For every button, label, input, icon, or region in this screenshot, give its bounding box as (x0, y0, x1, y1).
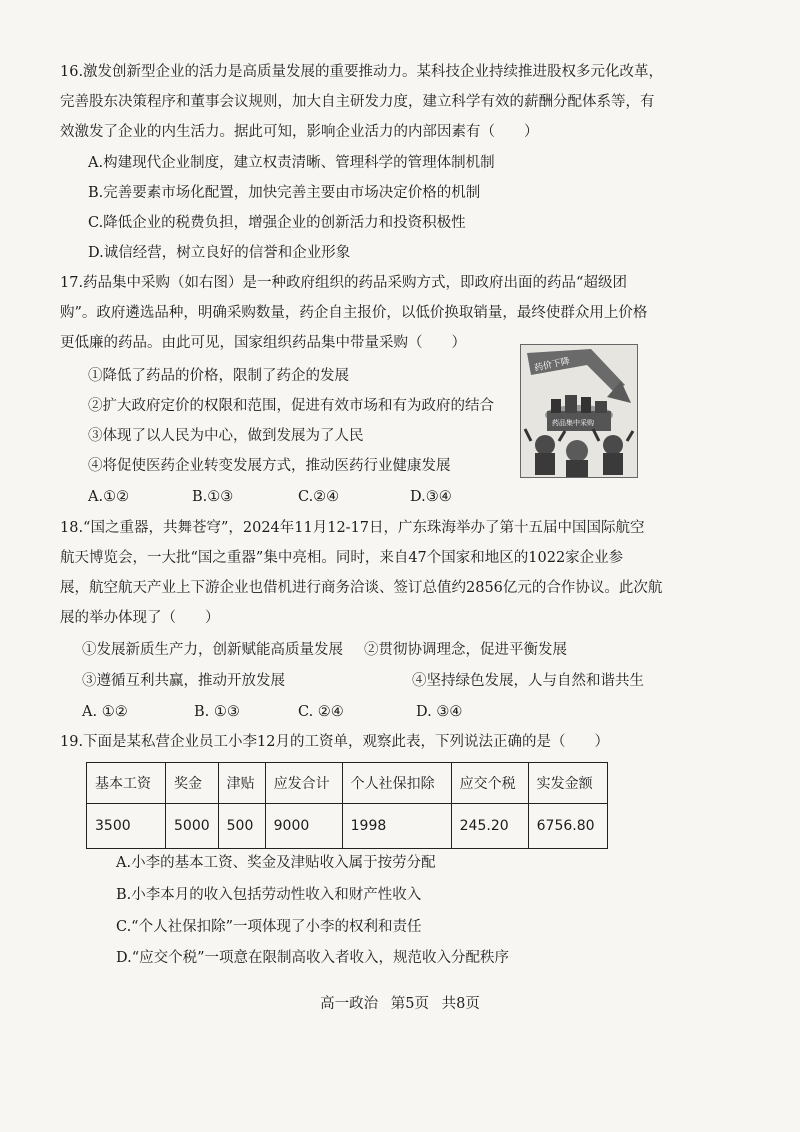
q18-statement-1: ①发展新质生产力，创新赋能高质量发展 (82, 642, 343, 658)
header-net-pay: 实发金额 (528, 763, 607, 804)
q18-stem-line-2: 航天博览会，一大批“国之重器”集中亮相。同时，来自47个国家和地区的1022家企业参 (60, 550, 624, 566)
header-gross-total: 应发合计 (265, 763, 342, 804)
cartoon-illustration (521, 345, 637, 477)
q16-stem-line-3: 效激发了企业的内生活力。据此可知，影响企业活力的内部因素有（ ） (60, 124, 539, 140)
basket-label: 药品集中采购 (552, 419, 594, 427)
wage-table (86, 762, 608, 849)
q16-stem-line-2: 完善股东决策程序和董事会议规则，加大自主研发力度，建立科学有效的薪酬分配体系等，有 (60, 94, 655, 110)
q17-statement-1: ①降低了药品的价格，限制了药企的发展 (88, 368, 349, 384)
q18-stem-line-1: 18.“国之重器，共舞苍穹”，2024年11月12-17日，广东珠海举办了第十五届中国国际航空 (60, 520, 645, 536)
q17-choice-c: C.②④ (298, 489, 340, 505)
q16-option-c: C.降低企业的税费负担，增强企业的创新活力和投资积极性 (88, 215, 466, 231)
value-base-salary: 3500 (87, 804, 166, 849)
q17-choice-d: D.③④ (410, 489, 452, 505)
value-gross-total: 9000 (265, 804, 342, 849)
wage-table-header-row (87, 763, 608, 804)
header-base-salary: 基本工资 (87, 763, 166, 804)
q18-choice-c: C. ②④ (298, 704, 344, 720)
header-allowance: 津贴 (218, 763, 265, 804)
header-social-insurance: 个人社保扣除 (342, 763, 451, 804)
q16-option-a: A.构建现代企业制度，建立权责清晰、管理科学的管理体制机制 (88, 155, 495, 171)
footer-total-pages: 共8页 (441, 996, 480, 1012)
q17-statement-3: ③体现了以人民为中心，做到发展为了人民 (88, 428, 364, 444)
header-bonus: 奖金 (166, 763, 219, 804)
q17-statement-2: ②扩大政府定价的权限和范围，促进有效市场和有为政府的结合 (88, 398, 494, 414)
q18-statement-2: ②贯彻协调理念，促进平衡发展 (364, 642, 567, 658)
footer-subject: 高一政治 (320, 996, 379, 1012)
q16-stem-line-1: 16.激发创新型企业的活力是高质量发展的重要推动力。某科技企业持续推进股权多元化改革， (60, 64, 664, 80)
q19-option-a: A.小李的基本工资、奖金及津贴收入属于按劳分配 (116, 855, 436, 871)
q18-stem-line-4: 展的举办体现了（ ） (60, 610, 220, 626)
q18-choice-d: D. ③④ (416, 704, 463, 720)
q16-option-b: B.完善要素市场化配置，加快完善主要由市场决定价格的机制 (88, 185, 481, 201)
q19-option-c: C.“个人社保扣除”一项体现了小李的权利和责任 (116, 919, 422, 935)
q19-option-d: D.“应交个税”一项意在限制高收入者收入，规范收入分配秩序 (116, 950, 510, 966)
q17-statement-4: ④将促使医药企业转变发展方式，推动医药行业健康发展 (88, 458, 451, 474)
wage-table-value-row (87, 804, 608, 849)
q17-stem-line-1: 17.药品集中采购（如右图）是一种政府组织的药品采购方式，即政府出面的药品“超级团 (60, 275, 627, 291)
q16-option-d: D.诚信经营，树立良好的信誉和企业形象 (88, 245, 351, 261)
q17-stem-line-3: 更低廉的药品。由此可见，国家组织药品集中带量采购（ ） (60, 335, 466, 351)
q18-stem-line-3: 展，航空航天产业上下游企业也借机进行商务洽谈、签订总值约2856亿元的合作协议。此次航 (60, 580, 663, 596)
q18-statement-3: ③遵循互利共赢，推动开放发展 (82, 673, 285, 689)
q18-choice-b: B. ①③ (194, 704, 240, 720)
drug-procurement-cartoon (520, 344, 638, 478)
q18-choice-a: A. ①② (82, 704, 128, 720)
header-income-tax: 应交个税 (451, 763, 528, 804)
q17-stem-line-2: 购”。政府遴选品种，明确采购数量，药企自主报价，以低价换取销量，最终使群众用上价格 (60, 305, 648, 321)
q19-stem: 19.下面是某私营企业员工小李12月的工资单，观察此表，下列说法正确的是（ ） (60, 734, 610, 750)
value-net-pay: 6756.80 (528, 804, 607, 849)
value-social-insurance: 1998 (342, 804, 451, 849)
q18-statement-4: ④坚持绿色发展，人与自然和谐共生 (412, 673, 644, 689)
page-footer (0, 992, 800, 1013)
q17-choice-a: A.①② (88, 489, 130, 505)
arrow-text: 药价下降 (533, 356, 571, 374)
q19-option-b: B.小李本月的收入包括劳动性收入和财产性收入 (116, 887, 422, 903)
value-income-tax: 245.20 (451, 804, 528, 849)
value-allowance: 500 (218, 804, 265, 849)
q17-choice-b: B.①③ (192, 489, 234, 505)
footer-page-number: 第5页 (390, 996, 429, 1012)
value-bonus: 5000 (166, 804, 219, 849)
